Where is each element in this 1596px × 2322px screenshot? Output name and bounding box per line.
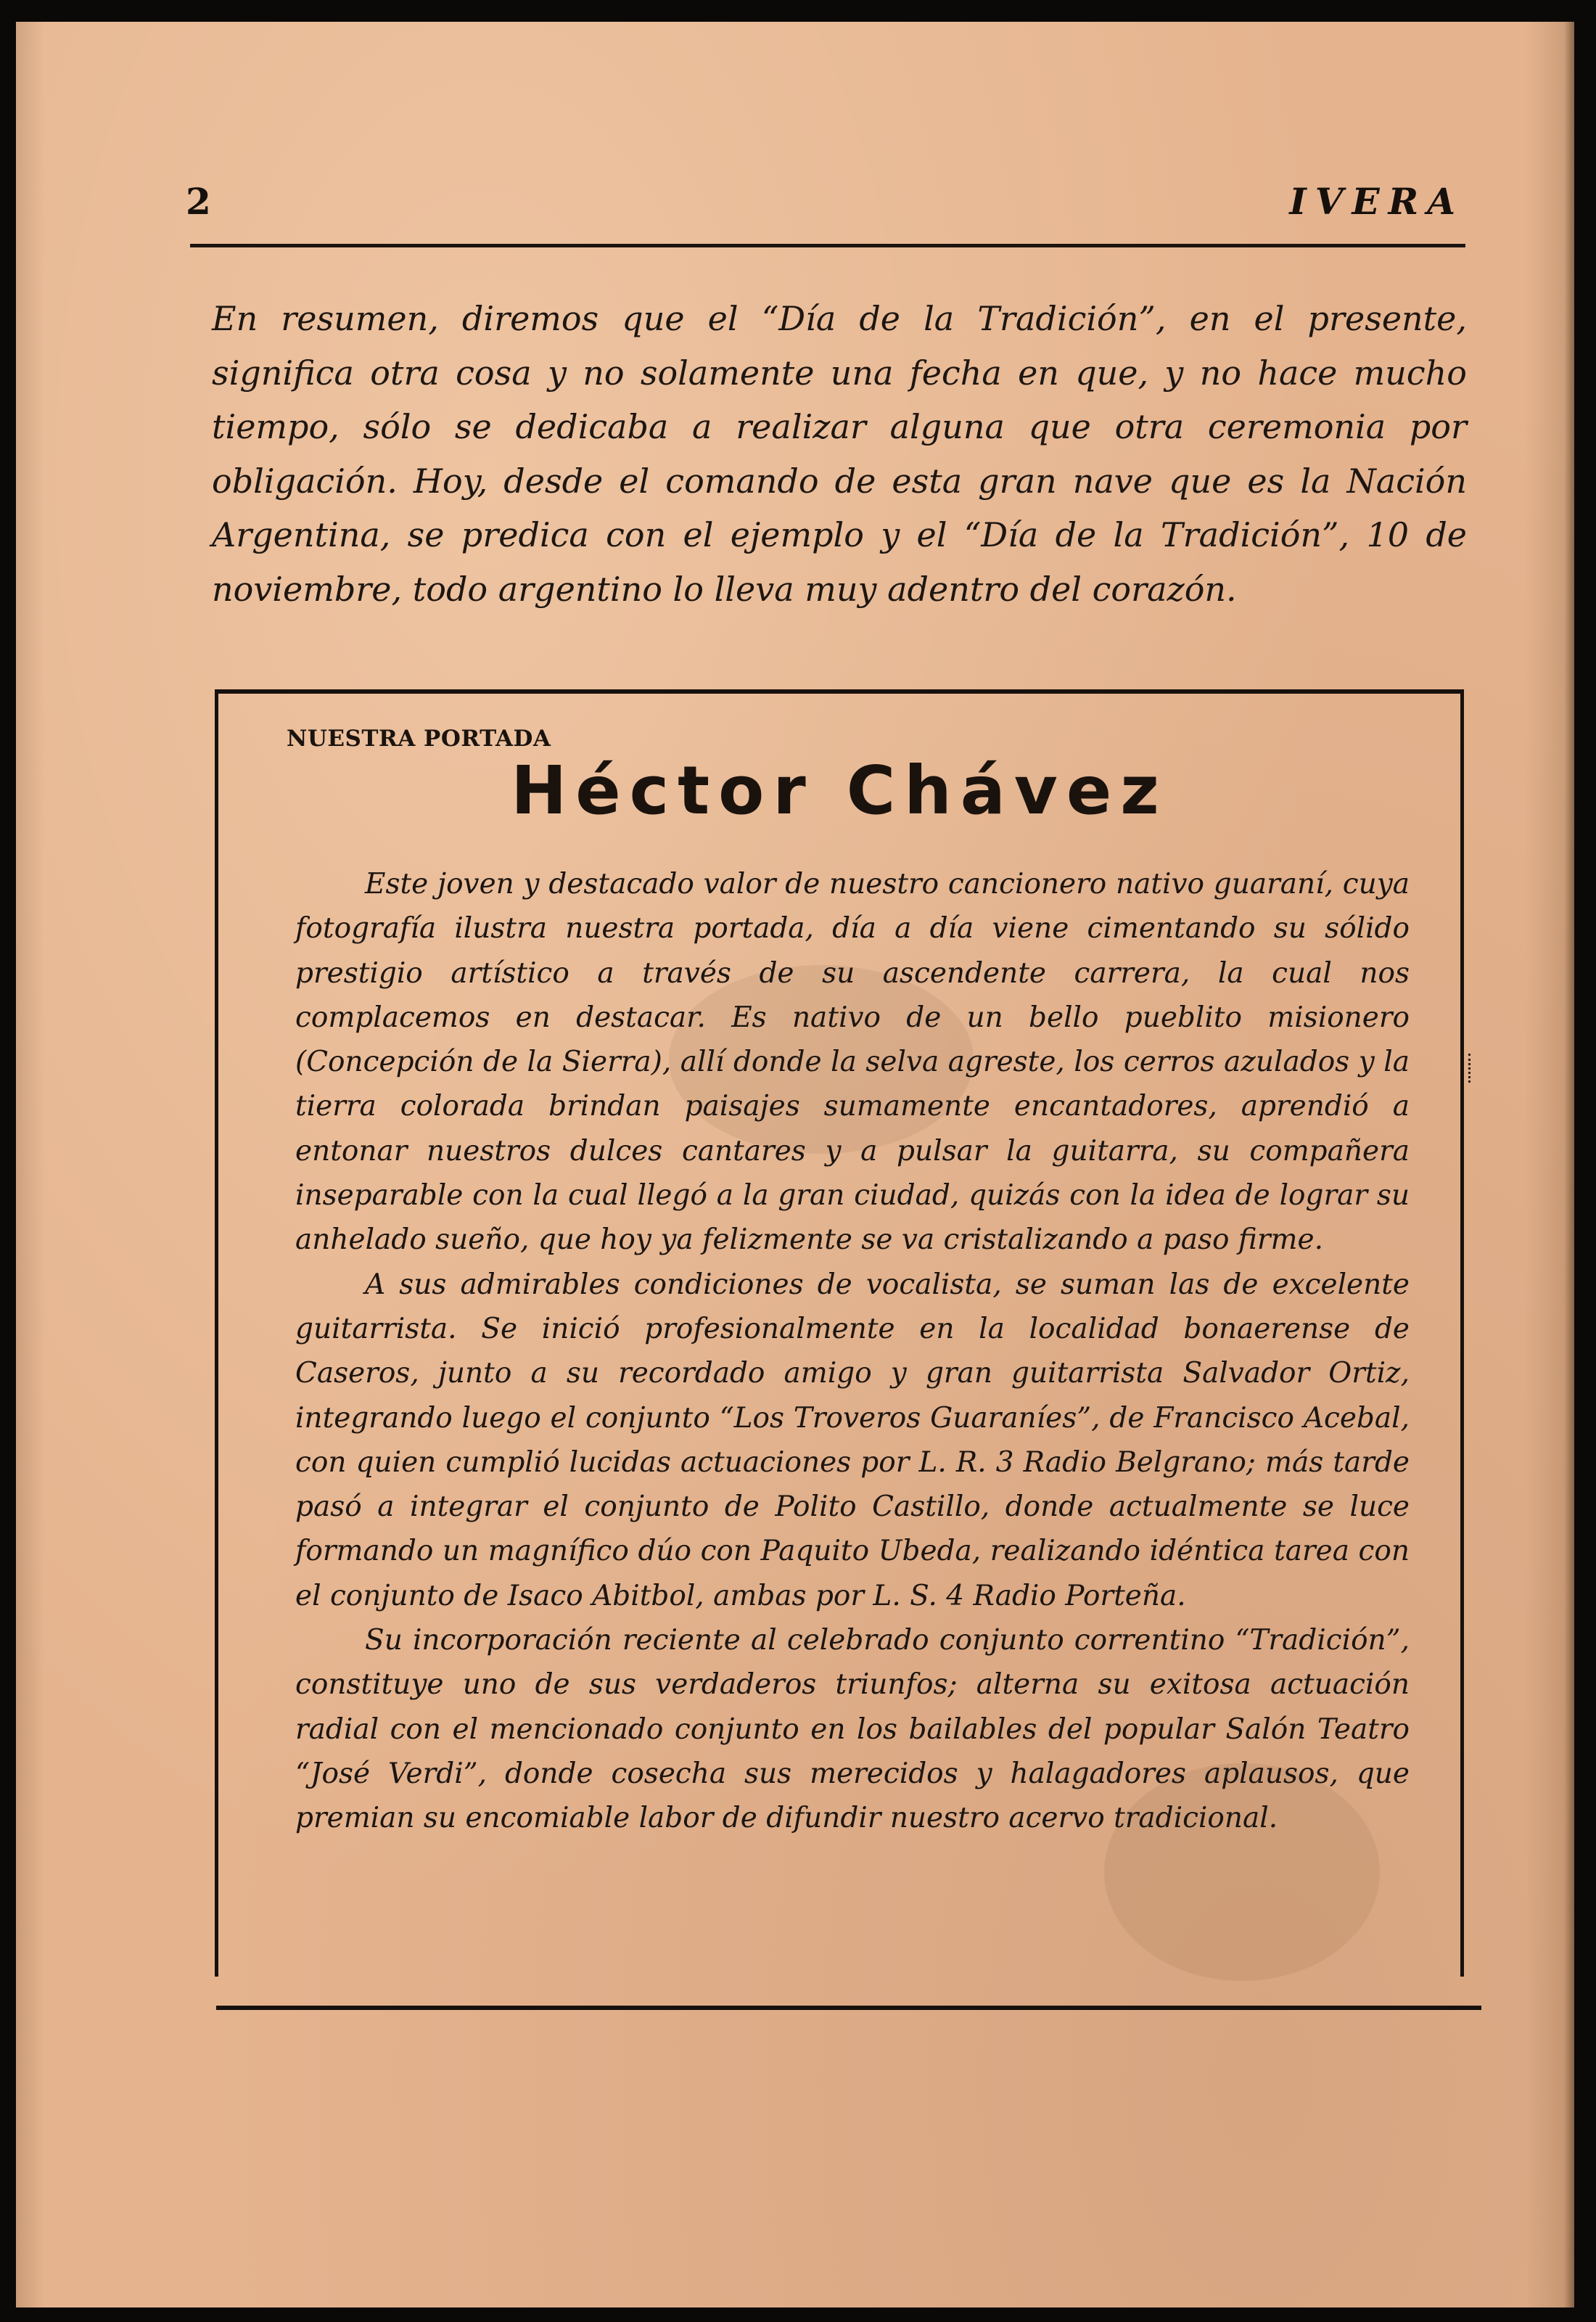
page-header (186, 168, 1465, 241)
intro-paragraph (212, 292, 1467, 616)
feature-box-bottom-rule (216, 2006, 1481, 2010)
feature-box (215, 689, 1464, 1977)
feature-article (295, 862, 1410, 1841)
page-crease (1564, 22, 1574, 2307)
intro-text: En resumen, diremos que el “Día de la Tradición”, en el presente, significa otra cosa y no solamente una fecha en que, y no hace mucho tiempo, sólo se dedicaba a realizar alguna que otra ceremonia por obligación. Hoy, desde el comando de esta gran nave que es la Nación Argentina, se predica con el ejemplo y el “Día de la Tradición”, 10 de noviembre, todo argentino lo lleva muy adentro del corazón. (212, 299, 1467, 609)
section-label: NUESTRA PORTADA (287, 726, 551, 752)
article-paragraph: Su incorporación reciente al celebrado conjunto correntino “Tradición”, constituye uno de sus verdaderos triunfos; alterna su exitosa actuación radial con el mencionado conjunto en los bailables del popular Salón Teatro “José Verdi”, donde cosecha sus merecidos y halagadores aplausos, que premian su encomiable labor de difundir nuestro acervo tradicional. (295, 1624, 1410, 1835)
article-paragraph: Este joven y destacado valor de nuestro cancionero nativo guaraní, cuya fotografía ilustra nuestra portada, día a día viene cimentando su sólido prestigio artístico a través de su ascendente carrera, la cual nos complacemos en destacar. Es nativo de un bello pueblito misionero (Concepción de la Sierra), allí donde la selva agreste, los cerros azulados y la tierra colorada brindan paisajes sumamente encantadores, aprendió a entonar nuestros dulces cantares y a pulsar la guitarra, su compañera inseparable con la cual llegó a la gran ciudad, quizás con la idea de lograr su anhelado sueño, que hoy ya felizmente se va cristalizando a paso firme. (295, 868, 1410, 1257)
header-rule (190, 244, 1465, 247)
article-paragraph: A sus admirables condiciones de vocalista, se suman las de excelente guitarrista. Se inició profesionalmente en la localidad bonaerense de Caseros, junto a su recordado amigo y gran guitarrista Salvador Ortiz, integrando luego el conjunto “Los Troveros Guaraníes”, de Francisco Acebal, con quien cumplió lucidas actuaciones por L. R. 3 Radio Belgrano; más tarde pasó a integrar el conjunto de Polito Castillo, donde actualmente se luce formando un magnífico dúo con Paquito Ubeda, realizando idéntica tarea con el conjunto de Isaco Abitbol, ambas por L. S. 4 Radio Porteña. (295, 1268, 1410, 1612)
margin-mark (1468, 1054, 1475, 1083)
feature-headline: Héctor Chávez (511, 752, 1168, 829)
publication-title: IVERA (1289, 180, 1464, 223)
page-number: 2 (186, 180, 211, 223)
